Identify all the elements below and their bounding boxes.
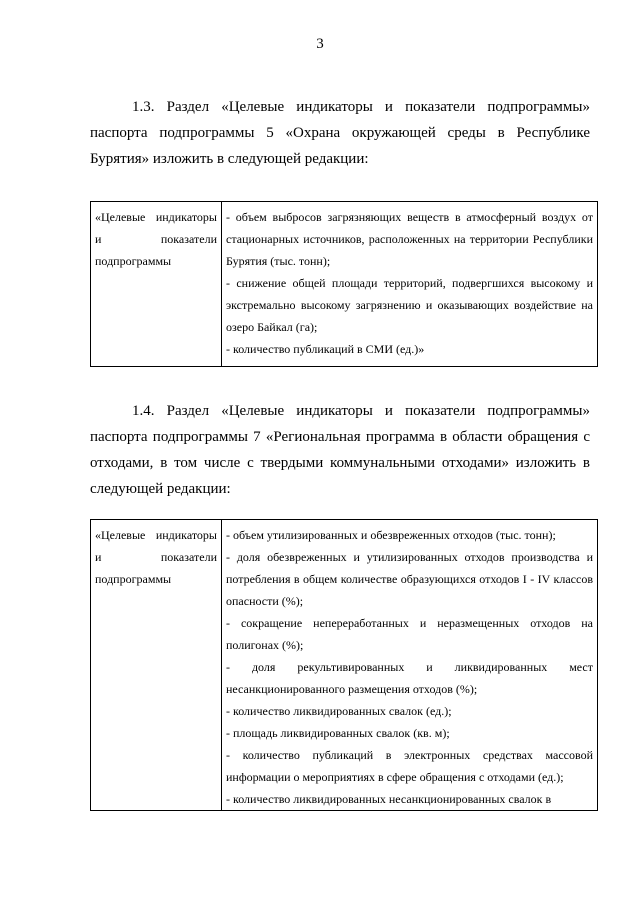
indicator-item: - количество ликвидированных свалок (ед.); [226, 704, 452, 718]
indicators-label-cell: «Целевые индикаторы и показатели подпрограммы [91, 202, 222, 367]
indicator-item: - количество ликвидированных несанкционированных свалок в [226, 792, 552, 806]
indicator-item: - количество публикаций в СМИ (ед.)» [226, 342, 425, 356]
indicator-item: - количество публикаций в электронных средствах массовой информации о мероприятиях в сфере обращения с отходами (ед.); [226, 748, 593, 784]
section-1-4-paragraph: 1.4. Раздел «Целевые индикаторы и показатели подпрограммы» паспорта подпрограммы 7 «Региональная программа в области обращения с отходами, в том числе с твердыми коммунальными отходами» изложить в следующей редакции: [90, 403, 590, 497]
indicator-item: - площадь ликвидированных свалок (кв. м); [226, 726, 450, 740]
indicator-item: - доля обезвреженных и утилизированных отходов производства и потребления в общем количестве образующихся отходов I - IV классов опасности (%); [226, 550, 593, 608]
table-row [91, 520, 598, 811]
page-number: 3 [316, 36, 324, 52]
indicators-label-cell: «Целевые индикаторы и показатели подпрограммы [91, 520, 222, 811]
section-1-3-paragraph: 1.3. Раздел «Целевые индикаторы и показатели подпрограммы» паспорта подпрограммы 5 «Охрана окружающей среды в Республике Бурятия» изложить в следующей редакции: [90, 99, 590, 167]
subprogram-7-indicators-table [90, 519, 598, 811]
subprogram-5-indicators-table [90, 201, 598, 367]
indicators-list-cell [222, 520, 598, 811]
indicator-item: - объем утилизированных и обезвреженных отходов (тыс. тонн); [226, 528, 556, 542]
indicators-list-cell [222, 202, 598, 367]
indicator-item: - объем выбросов загрязняющих веществ в атмосферный воздух от стационарных источников, расположенных на территории Республики Бурятия (тыс. тонн); [226, 210, 593, 268]
indicator-item: - сокращение непереработанных и неразмещенных отходов на полигонах (%); [226, 616, 593, 652]
indicator-item: - снижение общей площади территорий, подвергшихся высокому и экстремально высокому загрязнению и оказывающих воздействие на озеро Байкал (га); [226, 276, 593, 334]
table-row [91, 202, 598, 367]
indicator-item: - доля рекультивированных и ликвидированных мест несанкционированного размещения отходов (%); [226, 660, 593, 696]
